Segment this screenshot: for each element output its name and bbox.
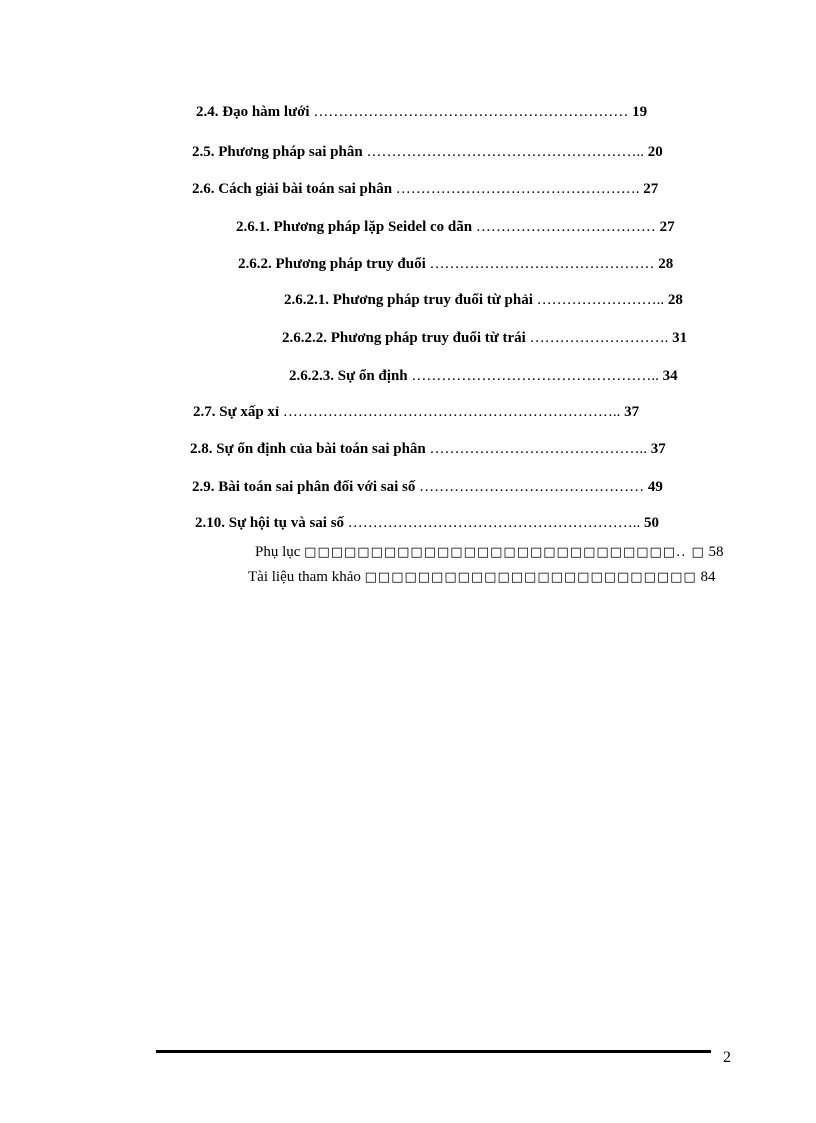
toc-entry-leader: ………………………………………: [429, 256, 655, 272]
toc-entry-page: 28: [658, 256, 674, 272]
toc-entry-title: Tài liệu tham khảo: [248, 569, 361, 585]
toc-entry-title: 2.6.2. Phương pháp truy đuổi: [238, 256, 426, 272]
toc-entry-page: 28: [667, 292, 683, 308]
toc-entry[interactable]: [238, 255, 673, 273]
toc-entry-title: 2.6. Cách giải bài toán sai phân: [192, 181, 393, 197]
toc-entry-leader: …………………………………………………..: [347, 515, 641, 531]
toc-entry[interactable]: [236, 218, 675, 236]
toc-entry-page: 37: [624, 404, 640, 420]
toc-entry-title: Phụ lục: [255, 544, 301, 560]
toc-entry-page: 19: [632, 104, 648, 120]
toc-entry-page: 84: [700, 569, 716, 585]
toc-entry-page: 31: [672, 330, 688, 346]
toc-entry[interactable]: [195, 514, 659, 532]
toc-entry[interactable]: [284, 291, 683, 309]
toc-entry[interactable]: [192, 478, 663, 496]
toc-entry-title: 2.6.2.2. Phương pháp truy đuổi từ trái: [282, 330, 526, 346]
toc-entry-title: 2.6.2.3. Sự ổn định: [289, 368, 408, 384]
toc-entry-title: 2.6.2.1. Phương pháp truy đuổi từ phải: [284, 292, 533, 308]
toc-entry-references[interactable]: [248, 568, 715, 587]
toc-entry-title: 2.10. Sự hội tụ và sai số: [195, 515, 345, 531]
toc-entry-title: 2.7. Sự xấp xỉ: [193, 404, 280, 420]
toc-entry[interactable]: [190, 440, 666, 458]
toc-entry-title: 2.4. Đạo hàm lưới: [196, 104, 310, 120]
toc-entry-page: 37: [650, 441, 666, 457]
toc-entry-title: 2.9. Bài toán sai phân đối với sai số: [192, 479, 416, 495]
toc-entry-leader: □□□□□□□□□□□□□□□□□□□□□□□□□□□□.. □: [304, 545, 705, 560]
footer-divider: [156, 1050, 711, 1053]
toc-entry-title: 2.8. Sự ổn định của bài toán sai phân: [190, 441, 426, 457]
toc-entry-page: 49: [647, 479, 663, 495]
toc-entry[interactable]: [192, 180, 658, 198]
toc-entry-leader: □□□□□□□□□□□□□□□□□□□□□□□□□: [364, 570, 697, 585]
toc-entry-title: 2.5. Phương pháp sai phân: [192, 144, 363, 160]
toc-entry-page: 27: [659, 219, 675, 235]
toc-entry-page: 20: [647, 144, 663, 160]
toc-entry-leader: ………………………………………………..: [366, 144, 644, 160]
toc-entry-page: 58: [708, 544, 724, 560]
toc-entry-title: 2.6.1. Phương pháp lặp Seidel co dãn: [236, 219, 473, 235]
toc-entry[interactable]: [289, 367, 678, 385]
page-number: 2: [723, 1049, 731, 1066]
toc-entry-leader: …………………………………………..: [411, 368, 659, 384]
toc-entry[interactable]: [193, 403, 639, 421]
toc-entry-leader: …………………………………………………………..: [282, 404, 621, 420]
toc-entry-leader: ……………………………………..: [429, 441, 648, 457]
toc-entry-leader: ………………………………………: [419, 479, 645, 495]
toc-entry-leader: ………………………………………………………: [313, 104, 629, 120]
toc-entry-page: 27: [643, 181, 659, 197]
toc-entry[interactable]: [196, 103, 647, 121]
toc-entry-leader: ………………………………: [475, 219, 656, 235]
toc-entry[interactable]: [282, 329, 687, 347]
toc-entry-appendix[interactable]: [255, 543, 724, 562]
toc-entry-page: 34: [662, 368, 678, 384]
toc-entry[interactable]: [192, 143, 663, 161]
toc-entry-leader: ………………………………………….: [395, 181, 640, 197]
toc-entry-page: 50: [644, 515, 660, 531]
toc-entry-leader: ……………………..: [536, 292, 665, 308]
toc-entry-leader: ……………………….: [529, 330, 669, 346]
